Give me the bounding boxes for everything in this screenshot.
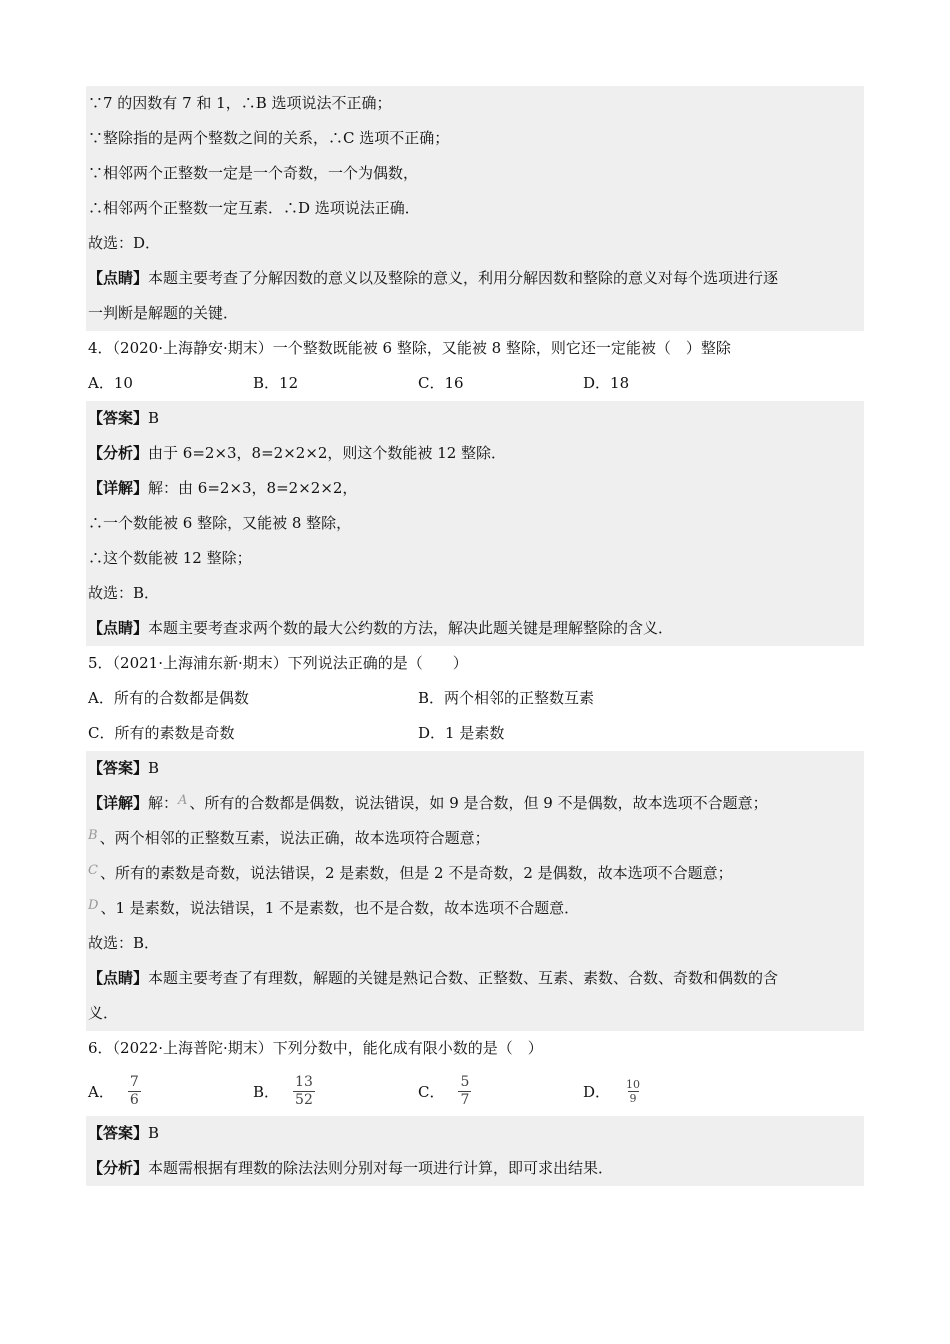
answer-value: B (148, 409, 160, 427)
detail-text: 解：由 6=2×3，8=2×2×2， (148, 479, 358, 497)
comment-text: 本题主要考查了分解因数的意义以及整除的意义，利用分解因数和整除的意义对每个选项进行逐 (148, 269, 779, 287)
comment-tag: 【点睛】 (88, 619, 149, 637)
solution-line: 故选：D． (88, 234, 161, 252)
fraction (293, 1074, 315, 1109)
fraction (128, 1074, 141, 1109)
option-d: D．1 是素数 (418, 724, 505, 742)
numerator: 10 (626, 1077, 641, 1091)
answer-line (86, 1116, 864, 1151)
answer-tag: 【答案】 (88, 1124, 149, 1142)
question-5-options-row2 (86, 716, 864, 751)
previous-solution-block (86, 86, 864, 331)
option-b: B．12 (253, 374, 299, 392)
analysis-text: 本题需根据有理数的除法法则分别对每一项进行计算，即可求出结果． (148, 1159, 614, 1177)
question-6-options (86, 1066, 864, 1116)
detail-tag: 【详解】 (88, 479, 149, 497)
detail-line (86, 786, 864, 821)
comment-line: 一判断是解题的关键． (88, 304, 239, 322)
comment-tag: 【点睛】 (88, 269, 149, 287)
question-5-stem: 5．（2021·上海浦东新·期末）下列说法正确的是（ ） (88, 654, 468, 672)
answer-tag: 【答案】 (88, 409, 149, 427)
analysis-tag: 【分析】 (88, 1159, 149, 1177)
comment-tag: 【点睛】 (88, 969, 149, 987)
detail-line (86, 856, 864, 891)
option-label: B． (253, 1082, 280, 1101)
denominator: 9 (629, 1091, 637, 1105)
option-b (253, 1074, 418, 1109)
question-6-stem: 6．（2022·上海普陀·期末）下列分数中，能化成有限小数的是（ ） (88, 1039, 543, 1057)
answer-value: B (148, 1124, 160, 1142)
option-letter-d: D (88, 898, 99, 913)
option-a: A．所有的合数都是偶数 (88, 689, 249, 707)
comment-line (86, 611, 864, 646)
denominator: 7 (460, 1091, 470, 1108)
answer-tag: 【答案】 (88, 759, 149, 777)
comment-line (86, 961, 864, 996)
option-a (88, 1074, 253, 1109)
answer-value: B (148, 759, 160, 777)
option-c (418, 1074, 583, 1109)
analysis-line (86, 1151, 864, 1186)
option-letter-a: A (178, 793, 188, 808)
detail-text: 、所有的素数是奇数，说法错误，2 是素数，但是 2 不是奇数，2 是偶数，故本选项不合题意； (99, 864, 733, 882)
solution-line: ∴这个数能被 12 整除； (88, 549, 252, 567)
solution-line: ∵7 的因数有 7 和 1，∴B 选项说法不正确； (88, 94, 392, 112)
question-4-stem: 4．（2020·上海静安·期末）一个整数既能被 6 整除，又能被 8 整除，则它还一定能被（ ）整除 (88, 339, 731, 357)
option-d (583, 1078, 748, 1105)
option-label: A． (88, 1082, 114, 1101)
solution-line: ∴相邻两个正整数一定互素．∴D 选项说法正确． (88, 199, 420, 217)
denominator: 6 (129, 1091, 139, 1108)
option-b: B．两个相邻的正整数互素 (418, 689, 595, 707)
fraction (624, 1078, 642, 1105)
detail-line (86, 821, 864, 856)
comment-line (86, 261, 864, 296)
option-a: A．10 (88, 374, 133, 392)
answer-line (86, 401, 864, 436)
analysis-tag: 【分析】 (88, 444, 149, 462)
analysis-text: 由于 6=2×3，8=2×2×2，则这个数能被 12 整除． (148, 444, 507, 462)
option-letter-b: B (88, 828, 98, 843)
option-d: D．18 (583, 374, 630, 392)
comment-text: 本题主要考查求两个数的最大公约数的方法，解决此题关键是理解整除的含义． (148, 619, 674, 637)
solution-line: ∵整除指的是两个整数之间的关系，∴C 选项不正确； (88, 129, 450, 147)
detail-text: 、所有的合数都是偶数，说法错误，如 9 是合数，但 9 不是偶数，故本选项不合题意； (189, 794, 768, 812)
option-label: C． (418, 1082, 445, 1101)
denominator: 52 (295, 1091, 313, 1108)
comment-text: 本题主要考查了有理数，解题的关键是熟记合数、正整数、互素、素数、合数、奇数和偶数的含 (148, 969, 779, 987)
detail-prefix: 解： (148, 794, 179, 812)
option-c: C．所有的素数是奇数 (88, 724, 235, 742)
option-label: D． (583, 1082, 611, 1101)
option-c: C．16 (418, 374, 464, 392)
answer-line (86, 751, 864, 786)
option-letter-c: C (88, 863, 98, 878)
solution-line: 故选：B． (88, 584, 160, 602)
numerator: 13 (295, 1073, 313, 1090)
detail-text: 、两个相邻的正整数互素，说法正确，故本选项符合题意； (99, 829, 490, 847)
detail-line (86, 471, 864, 506)
numerator: 5 (460, 1073, 470, 1090)
numerator: 7 (129, 1073, 139, 1090)
detail-text: 、1 是素数，说法错误，1 不是素数，也不是合数，故本选项不合题意． (100, 899, 580, 917)
document-page (86, 86, 864, 1186)
analysis-line (86, 436, 864, 471)
detail-line (86, 891, 864, 926)
comment-line: 义． (88, 1004, 119, 1022)
question-6-solution (86, 1116, 864, 1186)
fraction (458, 1074, 471, 1109)
question-4-solution (86, 401, 864, 646)
question-4-options (86, 366, 864, 401)
choose-line: 故选：B． (88, 934, 160, 952)
question-5-solution (86, 751, 864, 1031)
question-5-options-row1 (86, 681, 864, 716)
solution-line: ∵相邻两个正整数一定是一个奇数，一个为偶数， (88, 164, 419, 182)
detail-tag: 【详解】 (88, 794, 149, 812)
solution-line: ∴一个数能被 6 整除，又能被 8 整除， (88, 514, 352, 532)
